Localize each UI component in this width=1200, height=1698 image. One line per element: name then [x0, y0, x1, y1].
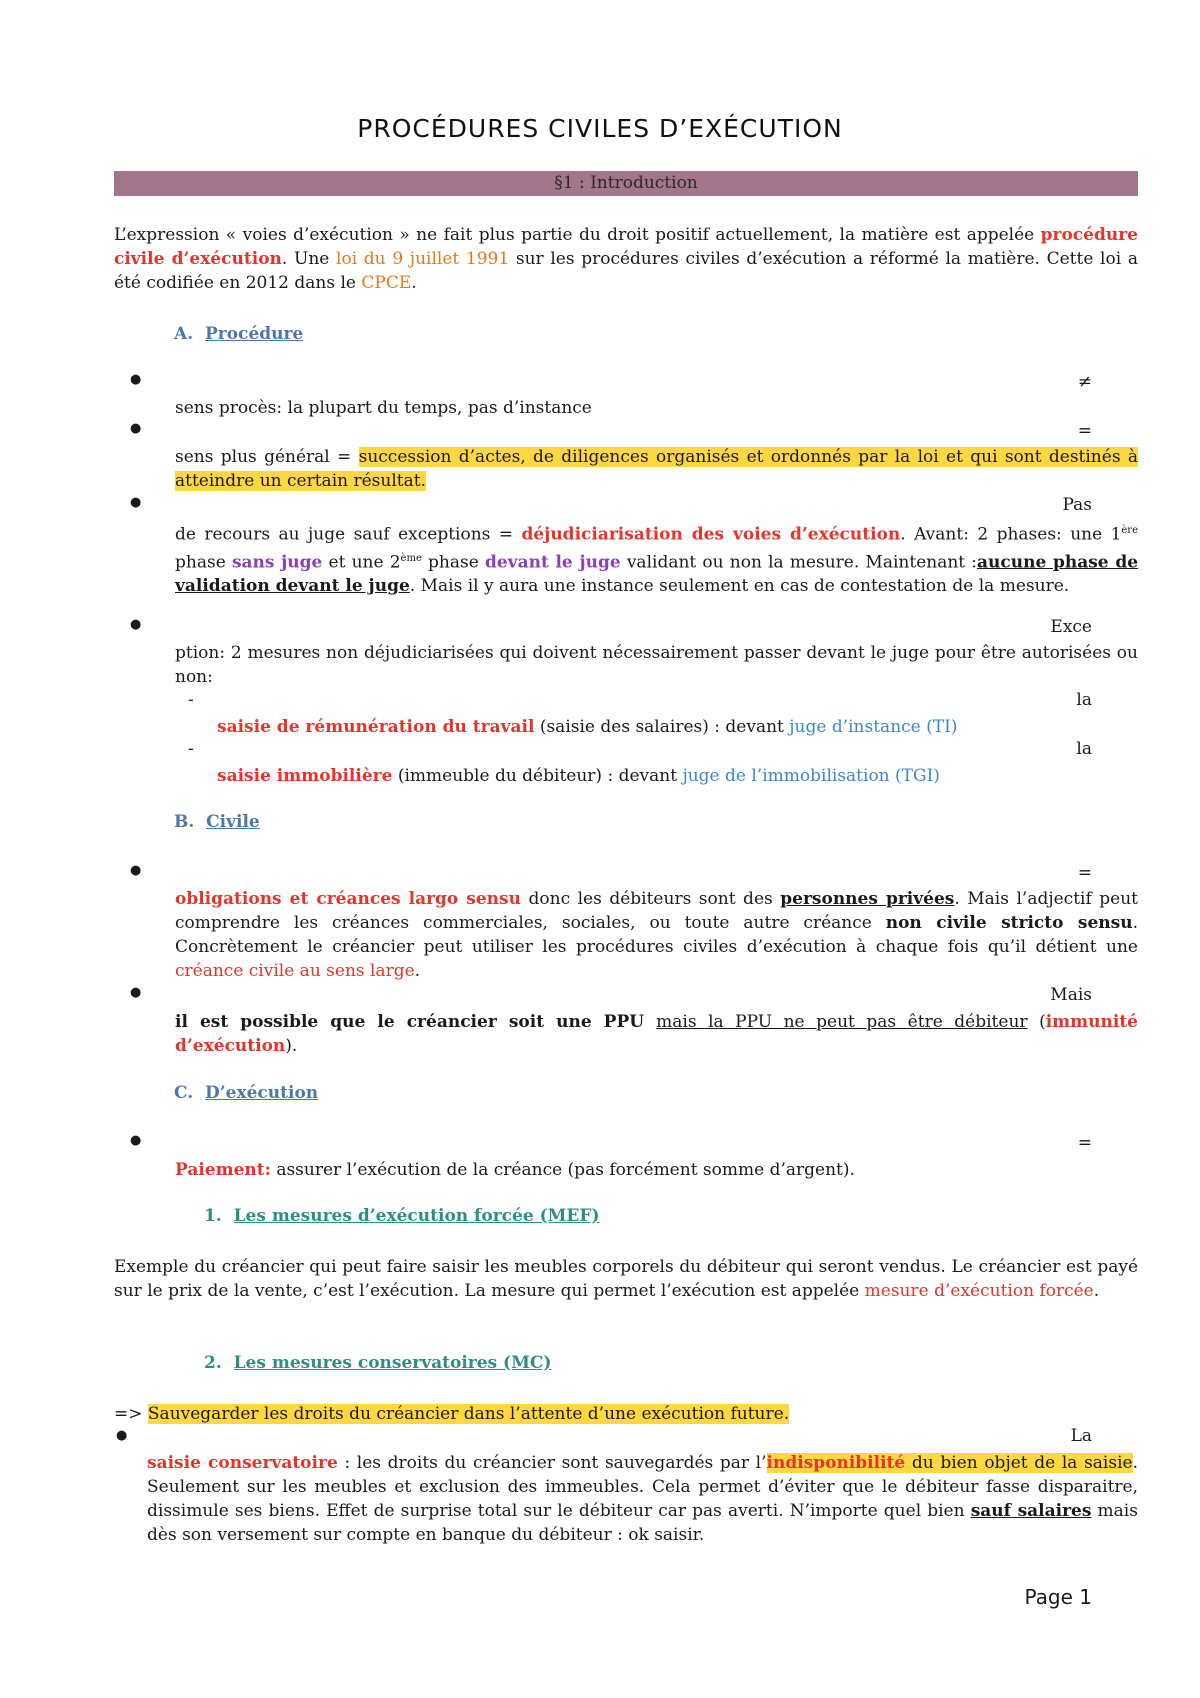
bullet-text: saisie conservatoire : les droits du créancier sont sauvegardés par l’indisponibilité du bien objet de la saisie. Seulement sur les meubles et exclusion des immeubles. Cela permet d’éviter que le débiteur fasse disparaitre, dissimule ses biens. Effet de surprise total sur le débiteur car pas averti. N’importe quel bien sauf salaires mais dès son versement sur compte en banque du débiteur : ok saisir. [147, 1453, 1138, 1545]
court-reference: juge d’instance (TI) [789, 717, 958, 737]
bullet-icon: ● [130, 617, 142, 632]
right-word: = [1077, 863, 1092, 883]
right-word: Mais [1050, 985, 1092, 1005]
highlight-term: obligations et créances largo sensu [175, 889, 521, 909]
section-c-heading: C. D’exécution [174, 1083, 319, 1103]
highlight-term: créance civile au sens large [175, 961, 415, 981]
highlight-term: saisie conservatoire [147, 1453, 338, 1473]
right-word: = [1077, 421, 1092, 441]
right-word: la [1076, 739, 1092, 759]
right-word: la [1076, 690, 1092, 710]
bullet-icon: ● [130, 863, 142, 878]
highlighted-definition: Sauvegarder les droits du créancier dans l’attente d’une exécution future. [147, 1404, 790, 1424]
highlighted-definition: succession d’actes, de diligences organisés et ordonnés par la loi et qui sont destinés à atteindre un certain résultat. [175, 447, 1138, 491]
law-reference: loi du 9 juillet 1991 [336, 249, 510, 269]
bullet-icon: ● [130, 985, 142, 1000]
bullet-icon: ● [130, 495, 142, 510]
bullet-text: obligations et créances largo sensu donc les débiteurs sont des personnes privées. Mais l’adjectif peut comprendre les créances commerciales, sociales, ou toute autre créance non civile stricto sensu. Concrètement le créancier peut utiliser les procédures civiles d’exécution à chaque fois qu’il détient une créance civile au sens large. [175, 889, 1138, 981]
right-word: = [1077, 1133, 1092, 1153]
right-word: Exce [1050, 617, 1092, 637]
right-word: Pas [1062, 495, 1092, 515]
highlight-term: saisie de rémunération du travail [217, 717, 535, 737]
bullet-text: ption: 2 mesures non déjudiciarisées qui doivent nécessairement passer devant le juge pour être autorisées ou non: [175, 643, 1138, 687]
highlight-term: Paiement: [175, 1160, 271, 1180]
sub-item-text: saisie de rémunération du travail (saisie des salaires) : devant juge d’instance (TI) [217, 717, 958, 737]
bullet-text: de recours au juge sauf exceptions = déjudiciarisation des voies d’exécution. Avant: 2 phases: une 1ère phase sans juge et une 2ème phase devant le juge validant ou non la mesure. Maintenant :aucune phase de validation devant le juge. Mais il y aura une instance seulement en cas de contestation de la mesure. [175, 524, 1139, 597]
highlight-term: sans juge [231, 552, 323, 573]
bullet-icon: ● [116, 1428, 128, 1443]
bullet-icon: ● [130, 421, 142, 436]
highlight-term: procédure civile d’exécution [114, 225, 1138, 269]
right-word: La [1070, 1426, 1092, 1446]
section-a-heading: A. Procédure [174, 324, 304, 344]
code-reference: CPCE [361, 273, 412, 293]
underlined-term: mais la PPU ne peut pas être débiteur [656, 1012, 1028, 1032]
section-band: §1 : Introduction [114, 171, 1138, 196]
bullet-icon: ● [130, 1133, 142, 1148]
highlight-term: mesure d’exécution forcée [864, 1281, 1094, 1301]
underlined-term: aucune phase de validation devant le juge [175, 552, 1139, 597]
bullet-text: sens procès: la plupart du temps, pas d’instance [175, 398, 592, 418]
page-title: PROCÉDURES CIVILES D’EXÉCUTION [357, 114, 843, 143]
subsection-2-heading: 2. Les mesures conservatoires (MC) [204, 1353, 552, 1373]
highlight-term: indisponibilité [766, 1453, 906, 1473]
subsection-1-heading: 1. Les mesures d’exécution forcée (MEF) [204, 1206, 600, 1226]
bullet-icon: ● [130, 372, 142, 387]
section-b-heading: B. Civile [174, 812, 260, 832]
dash-marker: - [188, 739, 194, 759]
underlined-term: sauf salaires [970, 1501, 1092, 1521]
highlight-term: saisie immobilière [217, 766, 393, 786]
page-number: Page 1 [1024, 1585, 1092, 1609]
mef-paragraph: Exemple du créancier qui peut faire saisir les meubles corporels du débiteur qui seront vendus. Le créancier est payé sur le prix de la vente, c’est l’exécution. La mesure qui permet l’exécution est appelée mesure d’exécution forcée. [114, 1257, 1138, 1301]
underlined-term: personnes privées [780, 889, 955, 909]
intro-paragraph: L’expression « voies d’exécution » ne fait plus partie du droit positif actuellement, la matière est appelée procédure civile d’exécution. Une loi du 9 juillet 1991 sur les procédures civiles d’exécution a réformé la matière. Cette loi a été codifiée en 2012 dans le CPCE. [114, 225, 1138, 293]
highlight-term: devant le juge [484, 552, 621, 573]
bullet-text: sens plus général = succession d’actes, de diligences organisés et ordonnés par la loi et qui sont destinés à atteindre un certain résultat. [175, 447, 1138, 491]
sub-item-text: saisie immobilière (immeuble du débiteur) : devant juge de l’immobilisation (TGI) [217, 766, 940, 786]
bullet-text: Paiement: assurer l’exécution de la créance (pas forcément somme d’argent). [175, 1160, 855, 1180]
dash-marker: - [188, 690, 194, 710]
bullet-text: il est possible que le créancier soit une PPU mais la PPU ne peut pas être débiteur (immunité d’exécution). [175, 1012, 1138, 1056]
highlight-term: immunité d’exécution [175, 1012, 1138, 1056]
court-reference: juge de l’immobilisation (TGI) [682, 766, 940, 786]
arrow-line: => Sauvegarder les droits du créancier dans l’attente d’une exécution future. [114, 1404, 790, 1424]
right-word: ≠ [1077, 372, 1092, 392]
highlight-term: déjudiciarisation des voies d’exécution [521, 524, 901, 545]
